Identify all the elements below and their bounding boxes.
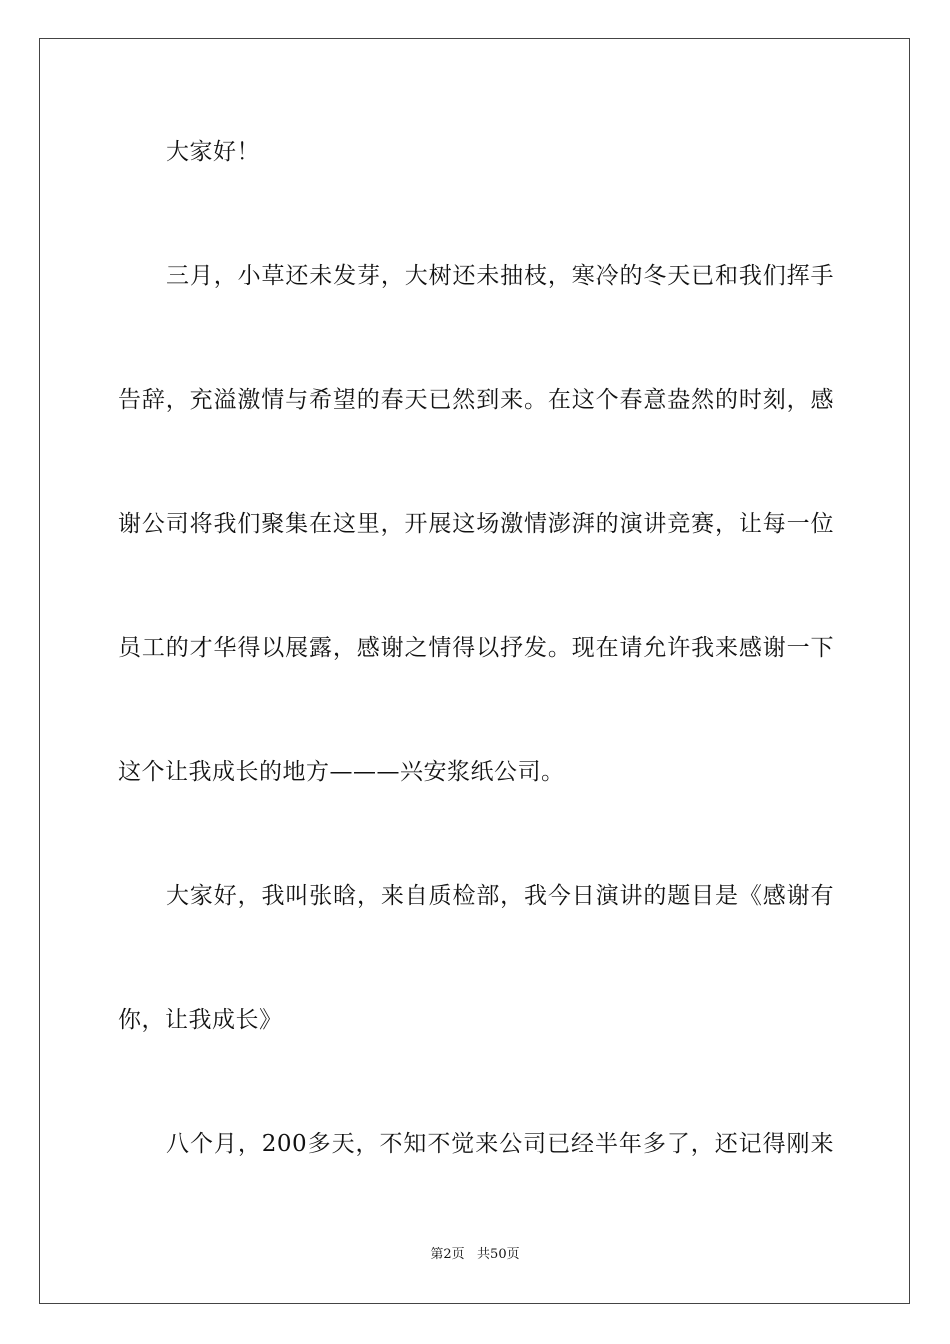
paragraph-line: 这个让我成长的地方———兴安浆纸公司。: [118, 759, 565, 785]
paragraph-greeting: 大家好！: [166, 139, 260, 165]
paragraph-line: 员工的才华得以展露，感谢之情得以抒发。现在请允许我来感谢一下: [118, 635, 834, 661]
paragraph-line: 谢公司将我们聚集在这里，开展这场激情澎湃的演讲竞赛，让每一位: [118, 511, 834, 537]
paragraph-line: 告辞，充溢激情与希望的春天已然到来。在这个春意盎然的时刻，感: [118, 387, 834, 413]
paragraph-line: 三月，小草还未发芽，大树还未抽枝，寒冷的冬天已和我们挥手: [166, 263, 834, 289]
paragraph-line: 你，让我成长》: [118, 1007, 283, 1033]
page-frame: [39, 38, 910, 1304]
page-number: 第2页 共50页: [430, 1247, 520, 1262]
paragraph-line: 大家好，我叫张晗，来自质检部，我今日演讲的题目是《感谢有: [166, 883, 834, 909]
paragraph-line: 八个月，200多天，不知不觉来公司已经半年多了，还记得刚来: [166, 1131, 834, 1157]
